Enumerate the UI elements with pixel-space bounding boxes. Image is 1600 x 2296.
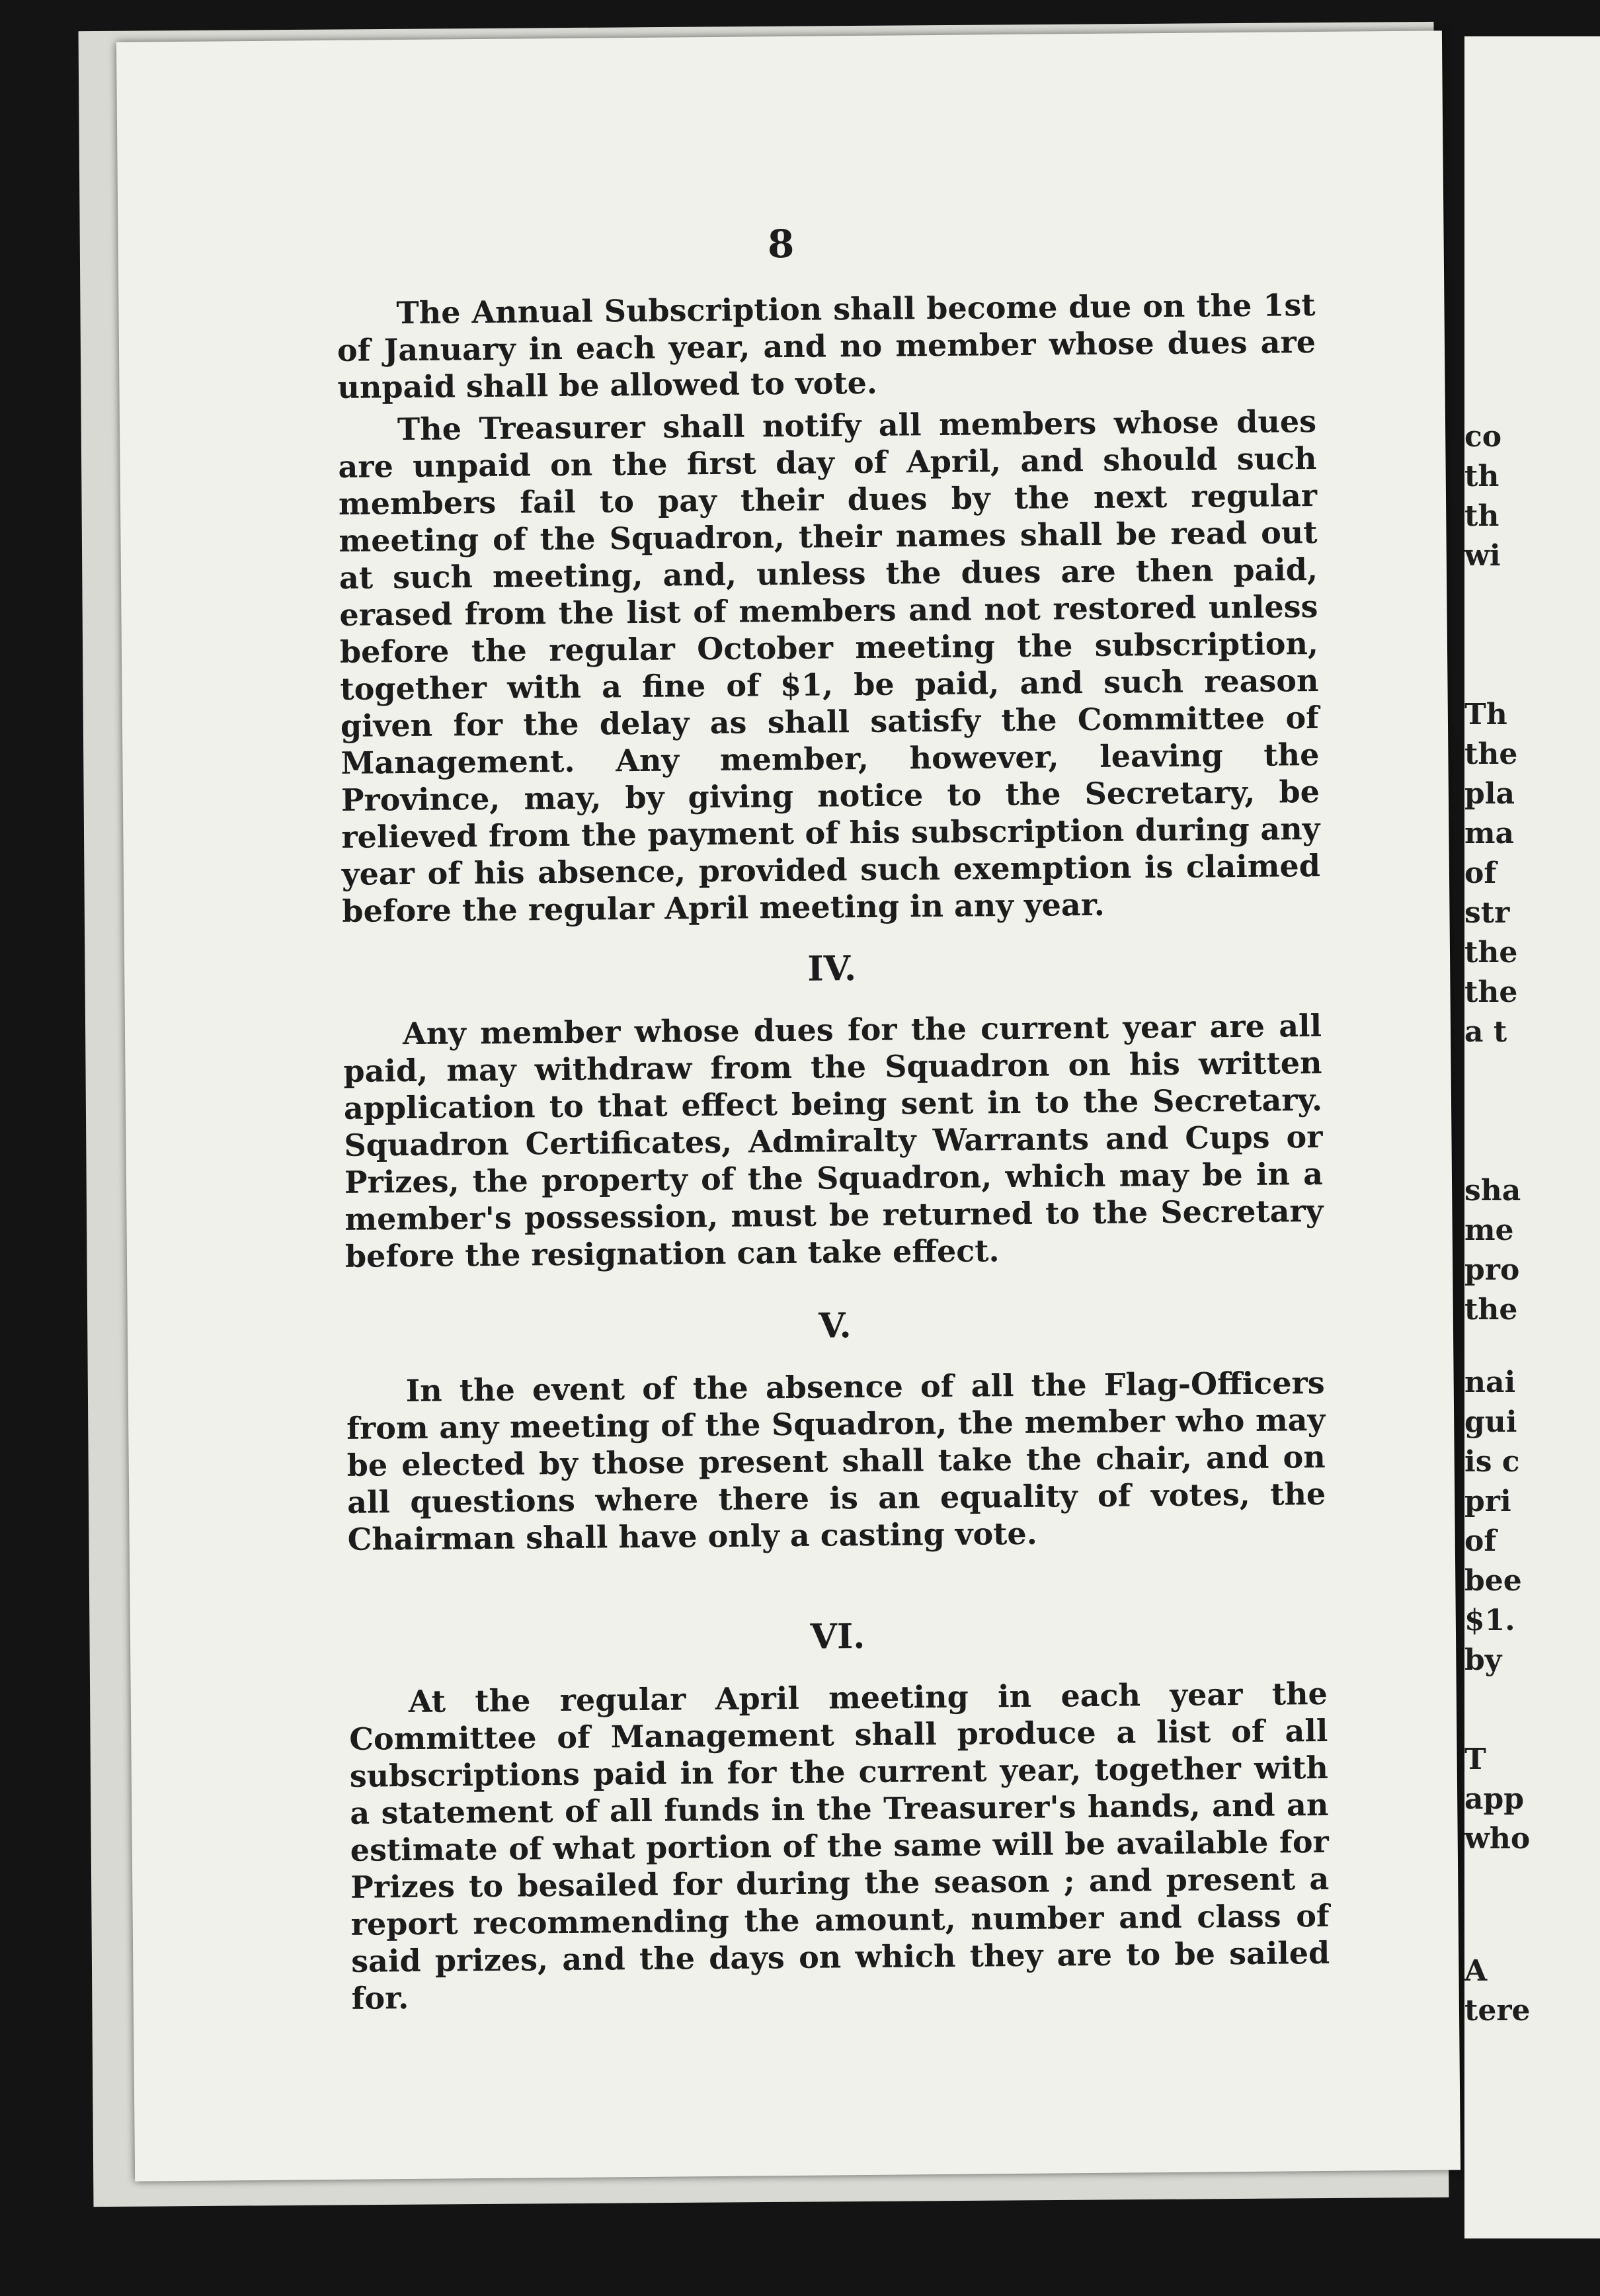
facing-fragment: pro: [1464, 1253, 1520, 1287]
facing-fragment: T: [1464, 1742, 1486, 1776]
facing-fragment: is c: [1464, 1445, 1520, 1479]
section-vi-text: [349, 1675, 1330, 2022]
section-iv-text: [343, 1007, 1324, 1280]
facing-fragment: the: [1464, 936, 1518, 969]
facing-fragment: app: [1464, 1782, 1525, 1816]
facing-fragment: gui: [1464, 1405, 1517, 1439]
facing-fragment: th: [1464, 499, 1500, 533]
facing-fragment: pri: [1464, 1485, 1511, 1518]
facing-fragment: the: [1464, 1293, 1518, 1327]
facing-fragment: the: [1464, 975, 1518, 1009]
paragraph-section-vi: At the regular April meeting in each year the Committee of Management shall produce a list of all subscriptions paid in for the current year, together with a statement of all funds in the Treasurer's hands, and an estimate of what portion of the same will be available for Prizes to besailed for during the season ; and present a report recommending the amount, number and class of said prizes, and the days on which they are to be sailed for.: [349, 1675, 1330, 2016]
paragraph-annual-subscription: The Annual Subscription shall become due on the 1st of January in each year, and no member whose dues are unpaid shall be allowed to vote.: [337, 287, 1316, 405]
facing-fragment: A: [1464, 1954, 1488, 1988]
paragraph-treasurer-notice: The Treasurer shall notify all members whose dues are unpaid on the first day of April, and should such members fail to pay their dues by the next regular meeting of the Squadron, their names shall be read out at such meeting, and, unless the dues are then paid, erased from the list of members and not restored unless before the regular October meeting the subscription, together with a fine of $1, be paid, and such reason given for the delay as shall satisfy the Committee of Management. Any member, however, leaving the Province, may, by giving notice to the Secretary, be relieved from the payment of his subscription during any year of his absence, provided such exemption is claimed before the regular April meeting in any year.: [338, 403, 1321, 929]
facing-fragment: of: [1464, 1524, 1497, 1558]
paragraph-section-v: In the event of the absence of all the Flag-Officers from any meeting of the Squadron, the member who may be elected by those present shall take the chair, and on all questions where there is an equality of votes, the Chairman shall have only a casting vote.: [346, 1364, 1326, 1557]
facing-fragment: $1.: [1464, 1604, 1515, 1637]
facing-fragment: str: [1464, 896, 1510, 930]
section-heading-v: V.: [818, 1305, 852, 1346]
section-v-text: [346, 1364, 1326, 1563]
section-heading-iv: IV.: [807, 948, 857, 989]
facing-page-edge: [1464, 36, 1600, 2238]
intro-text: [337, 286, 1320, 935]
facing-fragment: wi: [1464, 539, 1501, 573]
scanned-page: [116, 30, 1460, 2181]
facing-fragment: nai: [1464, 1366, 1516, 1399]
facing-fragment: who: [1464, 1822, 1531, 1856]
facing-fragment: of: [1464, 856, 1497, 890]
facing-fragment: Th: [1464, 698, 1507, 731]
facing-fragment: tere: [1464, 1994, 1531, 2028]
facing-fragment: by: [1464, 1643, 1502, 1677]
facing-fragment: me: [1464, 1213, 1514, 1247]
facing-fragment: bee: [1464, 1564, 1522, 1598]
facing-fragment: a t: [1464, 1015, 1507, 1049]
facing-fragment: sha: [1464, 1174, 1521, 1208]
facing-fragment: co: [1464, 420, 1502, 454]
section-heading-vi: VI.: [810, 1616, 865, 1657]
facing-fragment: th: [1464, 460, 1500, 493]
facing-fragment: ma: [1464, 817, 1515, 850]
paragraph-section-iv: Any member whose dues for the current year are all paid, may withdraw from the Squadron on his written application to that effect being sent in to the Secretary. Squadron Certificates, Admiralty Warrants and Cups or Prizes, the property of the Squadron, which may be in a member's possession, must be returned to the Secretary before the resignation can take effect.: [343, 1007, 1324, 1274]
facing-fragment: the: [1464, 737, 1518, 771]
page-number: 8: [767, 221, 795, 267]
facing-fragment: pla: [1464, 777, 1515, 811]
